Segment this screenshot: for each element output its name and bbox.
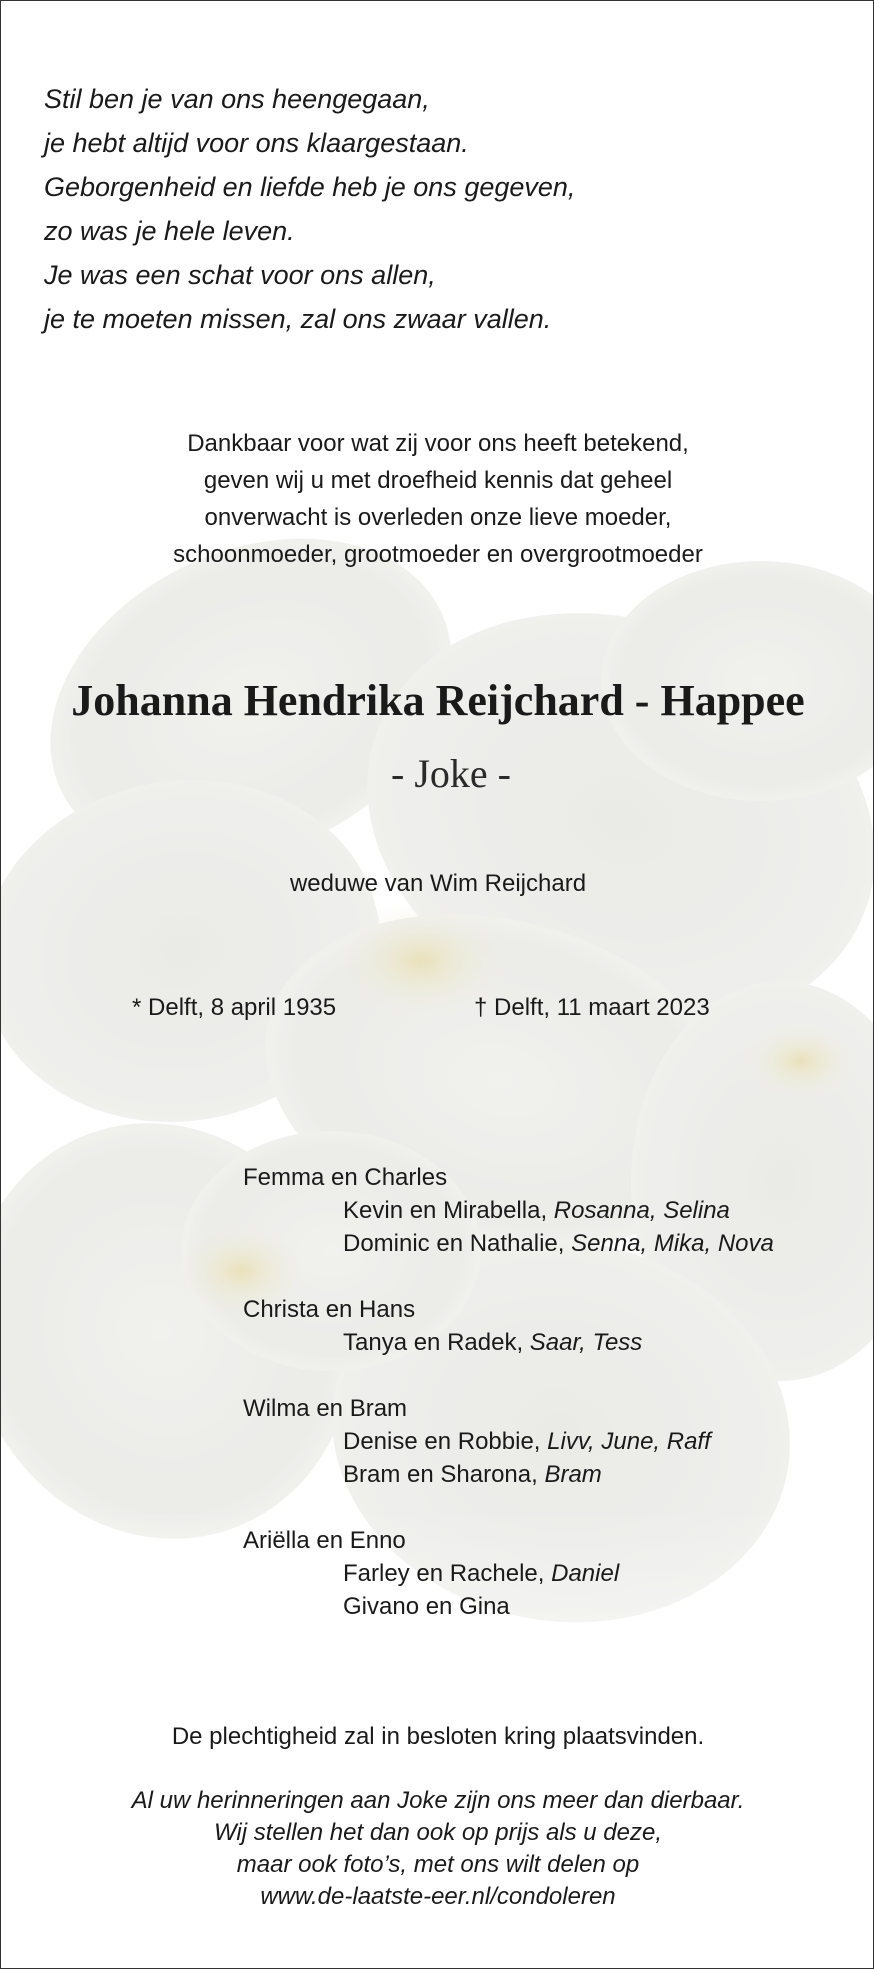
closing-line: Wij stellen het dan ook op prijs als u deze, <box>213 1819 663 1846</box>
child-couple: Bram en Sharona, <box>343 1461 545 1488</box>
grandchildren: Bram <box>544 1461 602 1488</box>
poem-line: je hebt altijd voor ons klaargestaan. <box>44 128 469 158</box>
intro-line: schoonmoeder, grootmoeder en overgrootmoeder <box>173 541 703 568</box>
family-parent: Christa en Hans <box>243 1296 416 1323</box>
family-child <box>243 1194 774 1227</box>
family-child <box>243 1557 774 1590</box>
family-child <box>243 1590 774 1623</box>
ceremony-notice: De plechtigheid zal in besloten kring plaatsvinden. <box>171 1723 705 1750</box>
obituary-content <box>1 1 874 1969</box>
condolence-request <box>1 1785 874 1913</box>
intro-line: Dankbaar voor wat zij voor ons heeft betekend, <box>187 430 689 457</box>
deceased-full-name: Johanna Hendrika Reijchard - Happee <box>71 676 805 725</box>
announcement-intro <box>1 425 874 573</box>
family-parent: Wilma en Bram <box>243 1395 408 1422</box>
family-group <box>243 1524 774 1623</box>
intro-line: geven wij u met droefheid kennis dat geheel <box>203 467 673 494</box>
family-group <box>243 1293 774 1359</box>
condolence-url[interactable]: www.de-laatste-eer.nl/condoleren <box>260 1883 616 1910</box>
poem-line: Geborgenheid en liefde heb je ons gegeven, <box>44 172 576 202</box>
closing-line: Al uw herinneringen aan Joke zijn ons meer dan dierbaar. <box>131 1787 745 1814</box>
grandchildren: Senna, Mika, Nova <box>571 1230 774 1257</box>
poem-line: Je was een schat voor ons allen, <box>44 260 436 290</box>
grandchildren: Rosanna, Selina <box>553 1197 730 1224</box>
family-child <box>243 1425 774 1458</box>
deceased-nickname: - Joke - <box>391 751 511 796</box>
family-parent: Femma en Charles <box>243 1164 448 1191</box>
grandchildren: Daniel <box>551 1560 620 1587</box>
family-group <box>243 1161 774 1260</box>
family-child <box>243 1458 774 1491</box>
family-child <box>243 1227 774 1260</box>
child-couple: Farley en Rachele, <box>343 1560 552 1587</box>
widow-of-line: weduwe van Wim Reijchard <box>289 870 587 897</box>
family-parent: Ariëlla en Enno <box>243 1527 406 1554</box>
poem-line: je te moeten missen, zal ons zwaar vallen. <box>44 304 552 334</box>
intro-line: onverwacht is overleden onze lieve moeder, <box>204 504 672 531</box>
poem <box>44 77 575 341</box>
child-couple: Tanya en Radek, <box>343 1329 530 1356</box>
poem-line: Stil ben je van ons heengegaan, <box>44 84 430 114</box>
family-group <box>243 1392 774 1491</box>
child-couple: Denise en Robbie, <box>343 1428 548 1455</box>
poem-line: zo was je hele leven. <box>44 216 295 246</box>
family-list <box>243 1161 774 1656</box>
grandchildren: Livv, June, Raff <box>547 1428 711 1455</box>
closing-line: maar ook foto’s, met ons wilt delen op <box>236 1851 640 1878</box>
child-couple: Givano en Gina <box>343 1593 510 1620</box>
child-couple: Dominic en Nathalie, <box>343 1230 572 1257</box>
death-date: † Delft, 11 maart 2023 <box>474 994 710 1021</box>
grandchildren: Saar, Tess <box>529 1329 643 1356</box>
child-couple: Kevin en Mirabella, <box>343 1197 554 1224</box>
family-child <box>243 1326 774 1359</box>
birth-date: * Delft, 8 april 1935 <box>132 994 337 1021</box>
